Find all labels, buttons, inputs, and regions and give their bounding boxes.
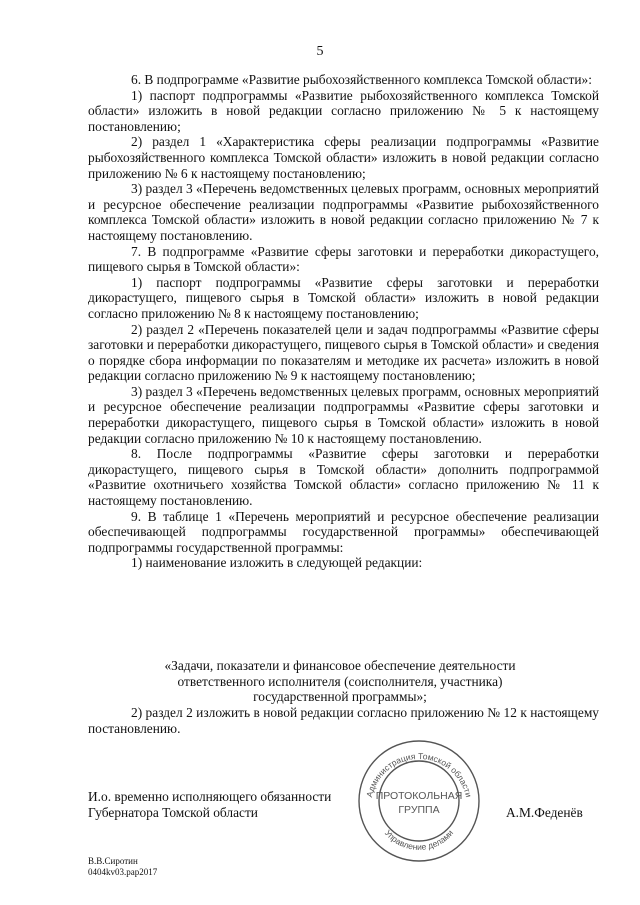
paragraph: 1) паспорт подпрограммы «Развитие рыбохозяйственного комплекса Томской области» изложить в новой редакции согласно приложению № 5 к настоящему постановлению; bbox=[88, 87, 599, 134]
footer-file: 0404kv03.pap2017 bbox=[88, 867, 158, 877]
quote-line: ответственного исполнителя (соисполнителя, участника) bbox=[177, 673, 503, 689]
paragraph: 1) паспорт подпрограммы «Развитие сферы заготовки и переработки дикорастущего, пищевого сырья в Томской области» изложить в новой редакции согласно приложению № 8 к настоящему постановлению; bbox=[88, 274, 599, 321]
stamp-ring-text: Администрация Томской области bbox=[364, 750, 474, 799]
footer-author: В.В.Сиротин bbox=[88, 856, 138, 866]
paragraph: 7. В подпрограмме «Развитие сферы заготовки и переработки дикорастущего, пищевого сырья в Томской области»: bbox=[88, 243, 599, 275]
quoted-title bbox=[150, 658, 530, 705]
paragraph: 2) раздел 2 изложить в новой редакции согласно приложению № 12 к настоящему постановлению. bbox=[88, 705, 599, 736]
paragraph: 9. В таблице 1 «Перечень мероприятий и ресурсное обеспечение реализации обеспечивающей подпрограммы государственной программы» обеспечивающей подпрограммы государственной программы: bbox=[88, 508, 599, 555]
page-number: 5 bbox=[316, 44, 324, 59]
paragraph: 8. После подпрограммы «Развитие сферы заготовки и переработки дикорастущего, пищевого сырья в Томской области» дополнить подпрограммой «Развитие охотничьего хозяйства Томской области» согласно приложению № 11 к настоящему постановлению. bbox=[88, 446, 599, 509]
stamp-bottom-text: Управление делами bbox=[382, 827, 456, 852]
document-body bbox=[88, 72, 599, 571]
signatory-name: А.М.Феденёв bbox=[506, 805, 583, 820]
quote-line: «Задачи, показатели и финансовое обеспечение деятельности bbox=[164, 658, 516, 673]
quote-line: государственной программы»; bbox=[253, 689, 427, 705]
paragraph: 1) наименование изложить в следующей редакции: bbox=[131, 555, 423, 571]
official-stamp bbox=[355, 737, 483, 865]
stamp-center-line2: ГРУППА bbox=[398, 804, 440, 816]
paragraph: 3) раздел 3 «Перечень ведомственных целевых программ, основных мероприятий и ресурсное обеспечение реализации подпрограммы «Развитие рыбохозяйственного комплекса Томской области» изложить в новой редакции согласно приложению № 7 к настоящему постановлению. bbox=[88, 181, 599, 243]
footer-info bbox=[88, 856, 157, 878]
stamp-center-line1: ПРОТОКОЛЬНАЯ bbox=[375, 790, 463, 802]
signature-title bbox=[88, 789, 331, 821]
paragraph: 2) раздел 1 «Характеристика сферы реализации подпрограммы «Развитие рыбохозяйственного комплекса Томской области» изложить в новой редакции согласно приложению № 6 к настоящему постановлению; bbox=[88, 134, 599, 181]
signature-title-line: Губернатора Томской области bbox=[88, 805, 258, 820]
closing-paragraph bbox=[88, 705, 599, 736]
paragraph: 2) раздел 2 «Перечень показателей цели и задач подпрограммы «Развитие сферы заготовки и переработки дикорастущего, пищевого сырья в Томской области» и сведения о порядке сбора информации по показателям и методике их расчета» изложить в новой редакции согласно приложению № 9 к настоящему постановлению; bbox=[88, 321, 599, 384]
paragraph: 3) раздел 3 «Перечень ведомственных целевых программ, основных мероприятий и ресурсное обеспечение реализации подпрограммы «Развитие сферы заготовки и переработки дикорастущего, пищевого сырья в Томской области» изложить в новой редакции согласно приложению № 10 к настоящему постановлению. bbox=[88, 383, 599, 446]
signature-title-line: И.о. временно исполняющего обязанности bbox=[88, 789, 332, 804]
paragraph: 6. В подпрограмме «Развитие рыбохозяйственного комплекса Томской области»: bbox=[131, 72, 592, 87]
